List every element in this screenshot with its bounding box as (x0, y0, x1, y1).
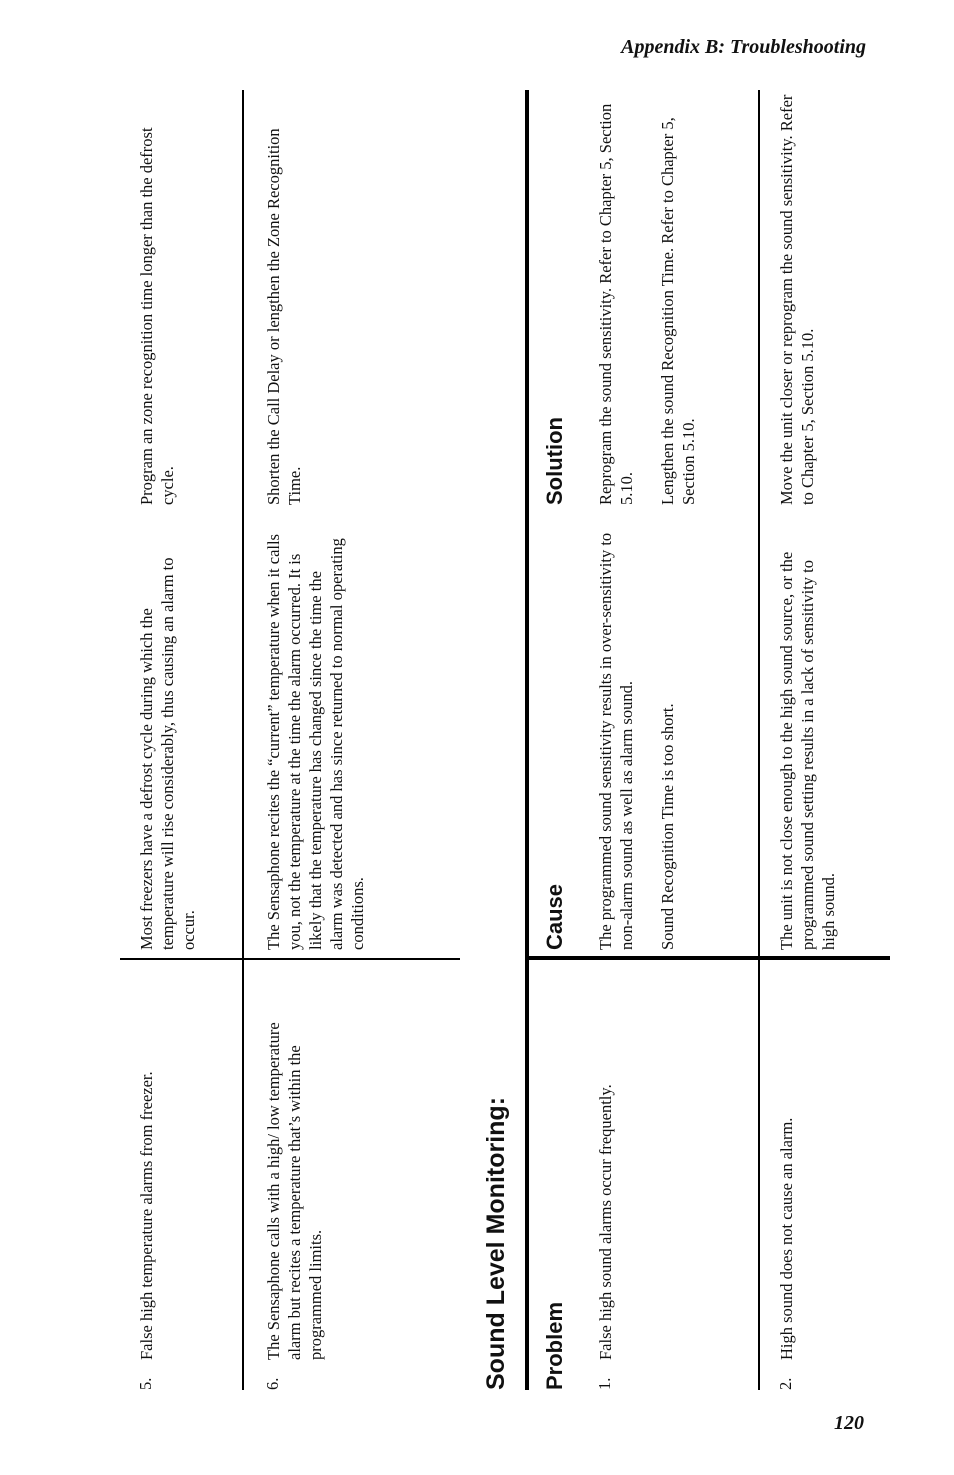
section-title: Sound Level Monitoring: (482, 1096, 510, 1390)
cause-paragraph: The programmed sound sensitivity results in over-sensitivity to non-alarm sound as well as alarm sound. (596, 532, 637, 950)
cause-cell: Most freezers have a defrost cycle during which the temperature will rise considerably, thus causing an alarm to occur. (137, 557, 199, 950)
problem-cell: False high sound alarms occur frequently. (596, 1084, 615, 1360)
page-header-title: Appendix B: Troubleshooting (621, 36, 866, 58)
column-header-problem: Problem (542, 1301, 567, 1390)
solution-paragraph: Reprogram the sound sensitivity. Refer to Chapter 5, Section 5.10. (596, 103, 637, 505)
problem-cell: High sound does not cause an alarm. (777, 1117, 796, 1360)
problem-cell: The Sensaphone calls with a high/ low temperature alarm but recites a temperature that’s within the programmed limits. (264, 1022, 326, 1360)
column-header-cause: Cause (542, 883, 567, 950)
cause-paragraph: Sound Recognition Time is too short. (658, 703, 678, 950)
row-separator (242, 90, 244, 1390)
solution-cell: Shorten the Call Delay or lengthen the Zone Recognition Time. (264, 128, 305, 505)
row-number: 6. (263, 1377, 282, 1390)
rotated-content (120, 90, 920, 1390)
cause-cell (595, 530, 678, 950)
table-top-rule (525, 90, 529, 1390)
column-header-solution: Solution (542, 417, 567, 505)
solution-cell: Program an zone recognition time longer than the defrost cycle. (137, 127, 178, 505)
table-column-divider (525, 956, 890, 960)
page-number: 120 (834, 1412, 864, 1434)
problem-cell: False high temperature alarms from freezer. (137, 1071, 156, 1360)
row-number: 5. (136, 1377, 155, 1390)
solution-cell: Move the unit closer or reprogram the sound sensitivity. Refer to Chapter 5, Section 5.10. (777, 94, 818, 505)
cause-cell: The unit is not close enough to the high sound source, or the programmed sound setting results in a lack of sensitivity to high sound. (777, 551, 839, 950)
row-separator (758, 90, 760, 1390)
solution-cell (595, 90, 699, 505)
row-number: 2. (776, 1377, 795, 1390)
solution-paragraph: Lengthen the sound Recognition Time. Refer to Chapter 5, Section 5.10. (658, 117, 699, 505)
cause-cell: The Sensaphone recites the “current” temperature when it calls you, not the temperature at the time the alarm occurred. It is likely that the temperature has changed since the time the alarm was detected and has since returned to normal operating conditions. (264, 534, 368, 950)
row-number: 1. (595, 1377, 614, 1390)
table-row-divider (120, 958, 460, 960)
